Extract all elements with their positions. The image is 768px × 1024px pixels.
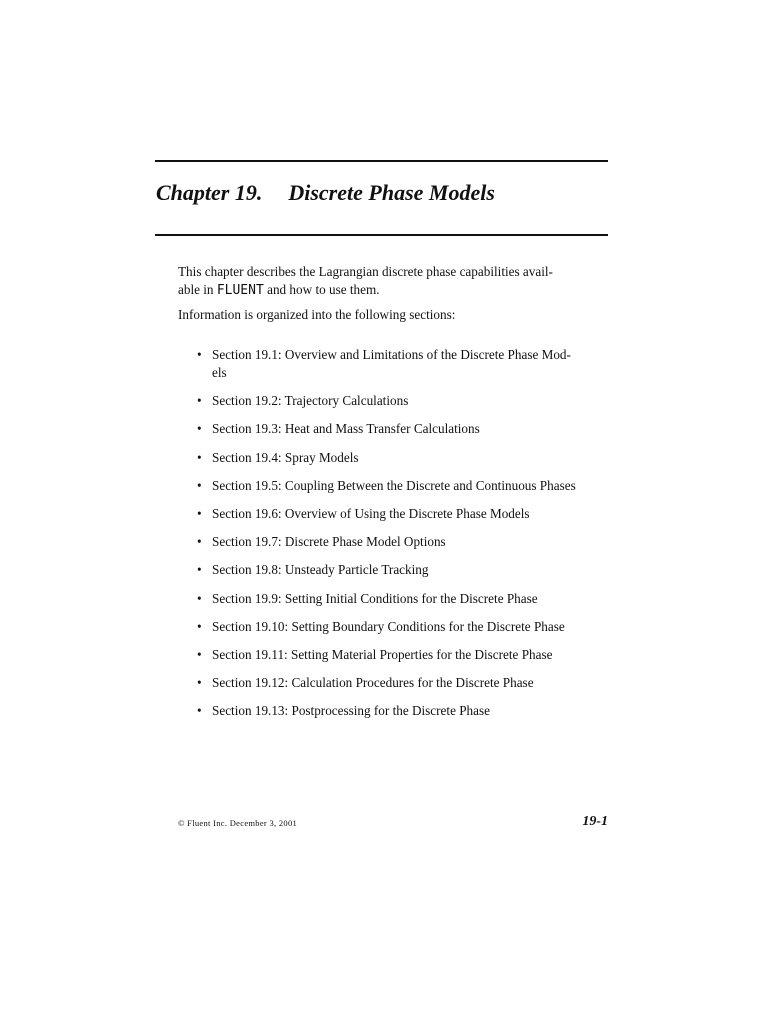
section-list-item[interactable] <box>197 392 617 410</box>
section-link[interactable]: Section 19.2: Trajectory Calculations <box>212 393 409 408</box>
bullet-icon: • <box>197 647 202 662</box>
intro-line-2-pre: able in <box>178 282 217 297</box>
bullet-icon: • <box>197 703 202 718</box>
section-link[interactable]: Section 19.9: Setting Initial Conditions for the Discrete Phase <box>212 591 538 606</box>
section-list-item[interactable] <box>197 449 617 467</box>
bullet-icon: • <box>197 347 202 362</box>
section-link-continuation[interactable]: els <box>212 365 227 380</box>
section-list-item[interactable] <box>197 674 617 692</box>
section-list-item[interactable] <box>197 477 617 495</box>
section-list-item[interactable] <box>197 420 617 438</box>
section-link[interactable]: Section 19.7: Discrete Phase Model Options <box>212 534 446 549</box>
product-name: FLUENT <box>216 283 264 298</box>
section-link[interactable]: Section 19.10: Setting Boundary Conditions for the Discrete Phase <box>212 619 565 634</box>
bullet-icon: • <box>197 421 202 436</box>
section-list-item[interactable] <box>197 646 617 664</box>
page-number: 19-1 <box>582 814 608 829</box>
section-link[interactable]: Section 19.6: Overview of Using the Discrete Phase Models <box>212 506 530 521</box>
section-list-item[interactable] <box>197 618 617 636</box>
section-list-item[interactable] <box>197 590 617 608</box>
section-link[interactable]: Section 19.3: Heat and Mass Transfer Calculations <box>212 421 480 436</box>
chapter-name: Discrete Phase Models <box>288 180 495 205</box>
top-rule <box>155 160 608 162</box>
bullet-icon: • <box>197 506 202 521</box>
bullet-icon: • <box>197 478 202 493</box>
section-list-item[interactable] <box>197 505 617 523</box>
section-list-item[interactable] <box>197 533 617 551</box>
chapter-number: Chapter 19. <box>156 180 263 205</box>
section-link[interactable]: Section 19.1: Overview and Limitations of the Discrete Phase Mod- <box>212 347 571 362</box>
intro-line-1: This chapter describes the Lagrangian discrete phase capabilities avail- <box>178 264 553 279</box>
section-link[interactable]: Section 19.13: Postprocessing for the Discrete Phase <box>212 703 490 718</box>
copyright-footer: © Fluent Inc. December 3, 2001 <box>178 818 298 828</box>
bullet-icon: • <box>197 450 202 465</box>
section-link[interactable]: Section 19.8: Unsteady Particle Tracking <box>212 562 429 577</box>
chapter-title <box>156 180 495 206</box>
bullet-icon: • <box>197 675 202 690</box>
intro-paragraph <box>178 263 608 300</box>
section-link[interactable]: Section 19.5: Coupling Between the Discrete and Continuous Phases <box>212 478 576 493</box>
bullet-icon: • <box>197 619 202 634</box>
bullet-icon: • <box>197 562 202 577</box>
bottom-rule <box>155 234 608 236</box>
organization-note: Information is organized into the following sections: <box>178 307 456 322</box>
section-list-item[interactable] <box>197 561 617 579</box>
intro-line-2-post: and how to use them. <box>263 282 380 297</box>
bullet-icon: • <box>197 591 202 606</box>
section-link[interactable]: Section 19.4: Spray Models <box>212 450 359 465</box>
section-link[interactable]: Section 19.12: Calculation Procedures for the Discrete Phase <box>212 675 534 690</box>
section-link[interactable]: Section 19.11: Setting Material Properties for the Discrete Phase <box>212 647 553 662</box>
bullet-icon: • <box>197 393 202 408</box>
bullet-icon: • <box>197 534 202 549</box>
section-list-item[interactable] <box>197 346 617 382</box>
section-list-item[interactable] <box>197 702 617 720</box>
